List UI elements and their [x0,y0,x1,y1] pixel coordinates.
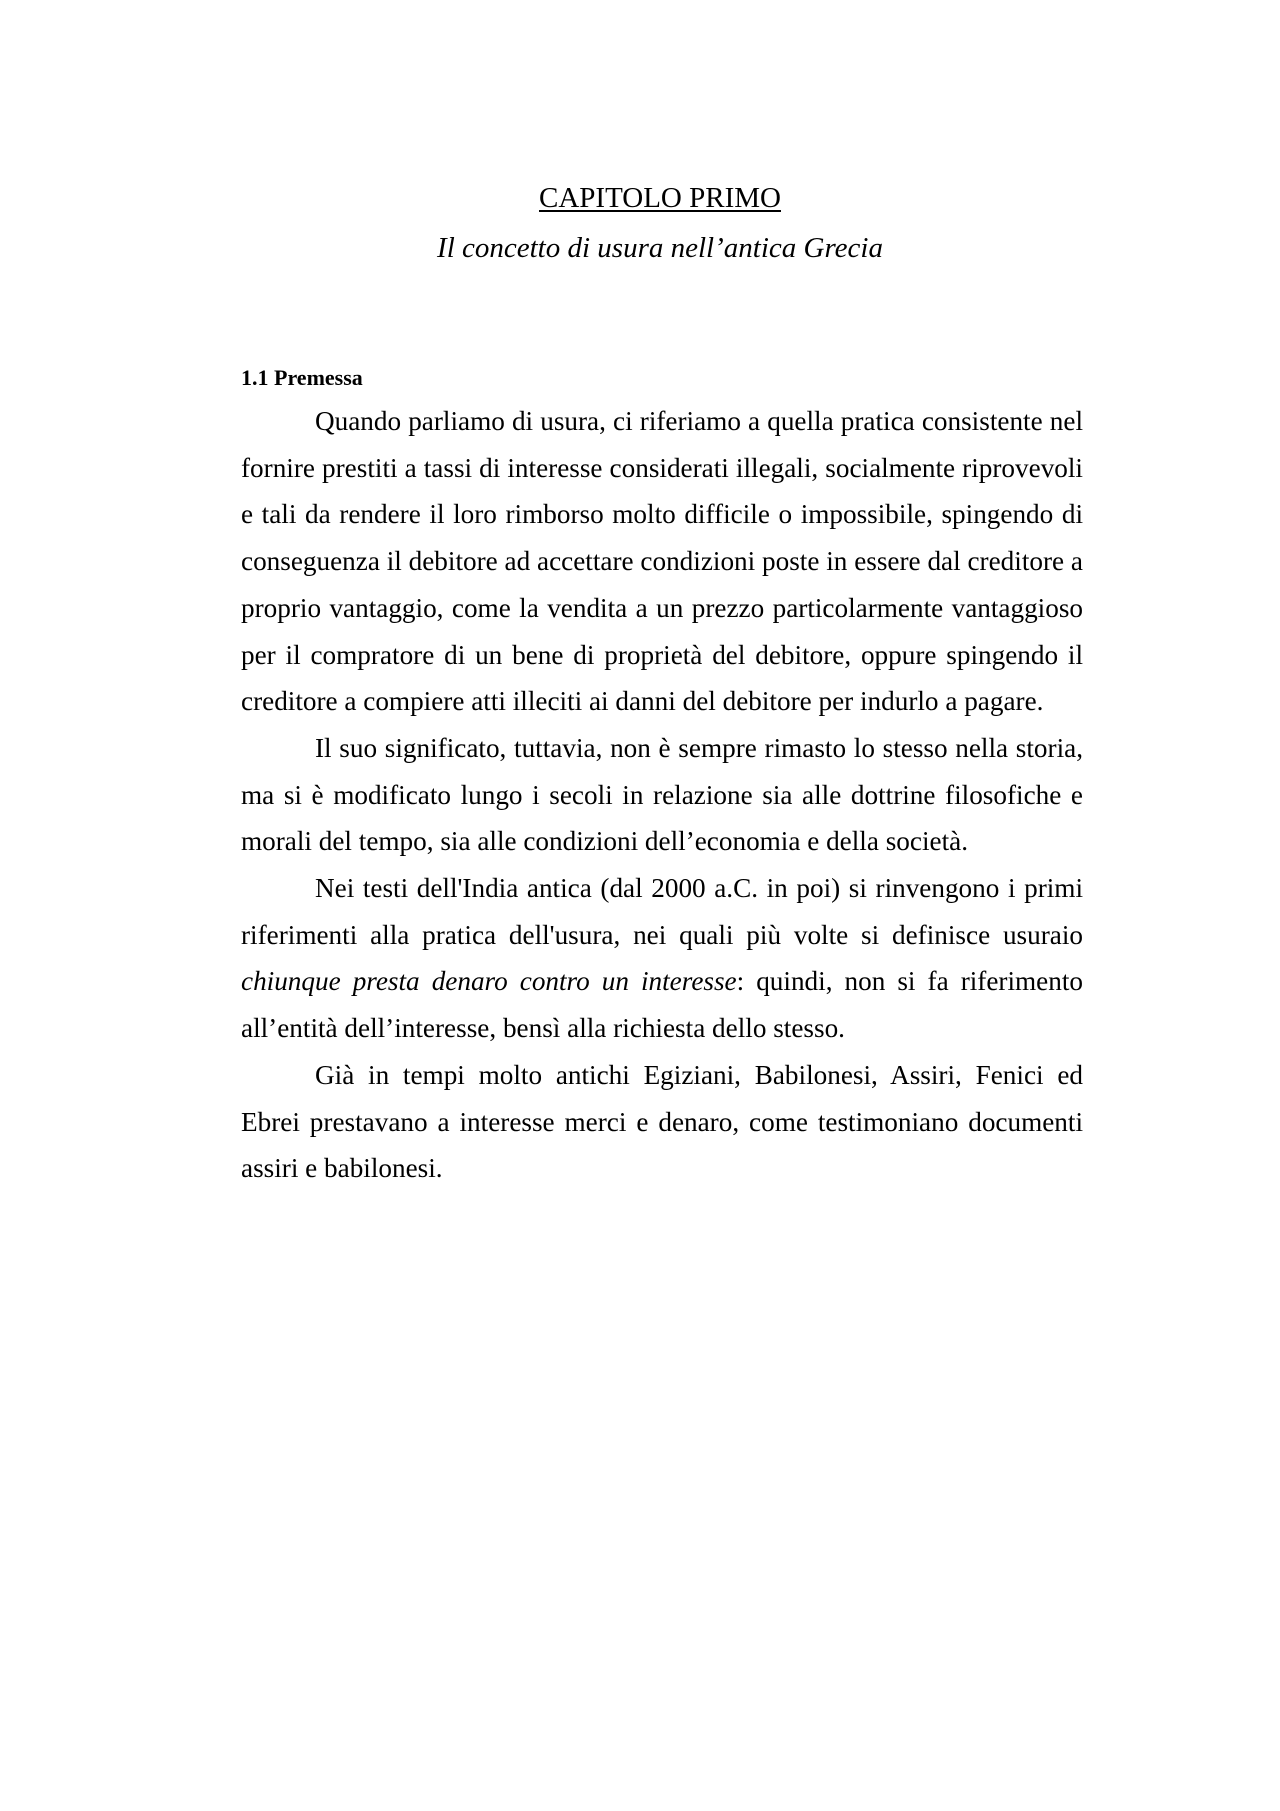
paragraph-india-text-after: : quindi, non si fa riferimento all’entità dell’interesse, bensì alla richiesta dello stesso. [241,966,1083,1044]
paragraph-india [241,865,1083,1052]
chapter-subtitle: Il concetto di usura nell’antica Grecia [437,232,883,264]
section-premessa [241,360,1083,1192]
paragraph-india-text-before: Nei testi dell'India antica (dal 2000 a.C. in poi) si rinvengono i primi riferimenti alla pratica dell'usura, nei quali più volte si definisce usuraio [241,873,1083,950]
paragraph-ancient-peoples: Già in tempi molto antichi Egiziani, Babilonesi, Assiri, Fenici ed Ebrei prestavano a interesse merci e denaro, come testimoniano documenti assiri e babilonesi. [241,1059,1083,1184]
paragraph-india-emphasis: chiunque presta denaro contro un interesse [241,966,737,997]
paragraph-definition: Quando parliamo di usura, ci riferiamo a quella pratica consistente nel fornire prestiti a tassi di interesse considerati illegali, socialmente riprovevoli e tali da rendere il loro rimborso molto difficile o impossibile, spingendo di conseguenza il debitore ad accettare condizioni poste in essere dal creditore a proprio vantaggio, come la vendita a un prezzo particolarmente vantaggioso per il compratore di un bene di proprietà del debitore, oppure spingendo il creditore a compiere atti illeciti ai danni del debitore per indurlo a pagare. [241,406,1083,717]
paragraph-meaning: Il suo significato, tuttavia, non è sempre rimasto lo stesso nella storia, ma si è modificato lungo i secoli in relazione sia alle dottrine filosofiche e morali del tempo, sia alle condizioni dell’economia e della società. [241,732,1083,857]
chapter-title: CAPITOLO PRIMO [539,182,781,214]
section-heading: 1.1 Premessa [241,365,363,390]
